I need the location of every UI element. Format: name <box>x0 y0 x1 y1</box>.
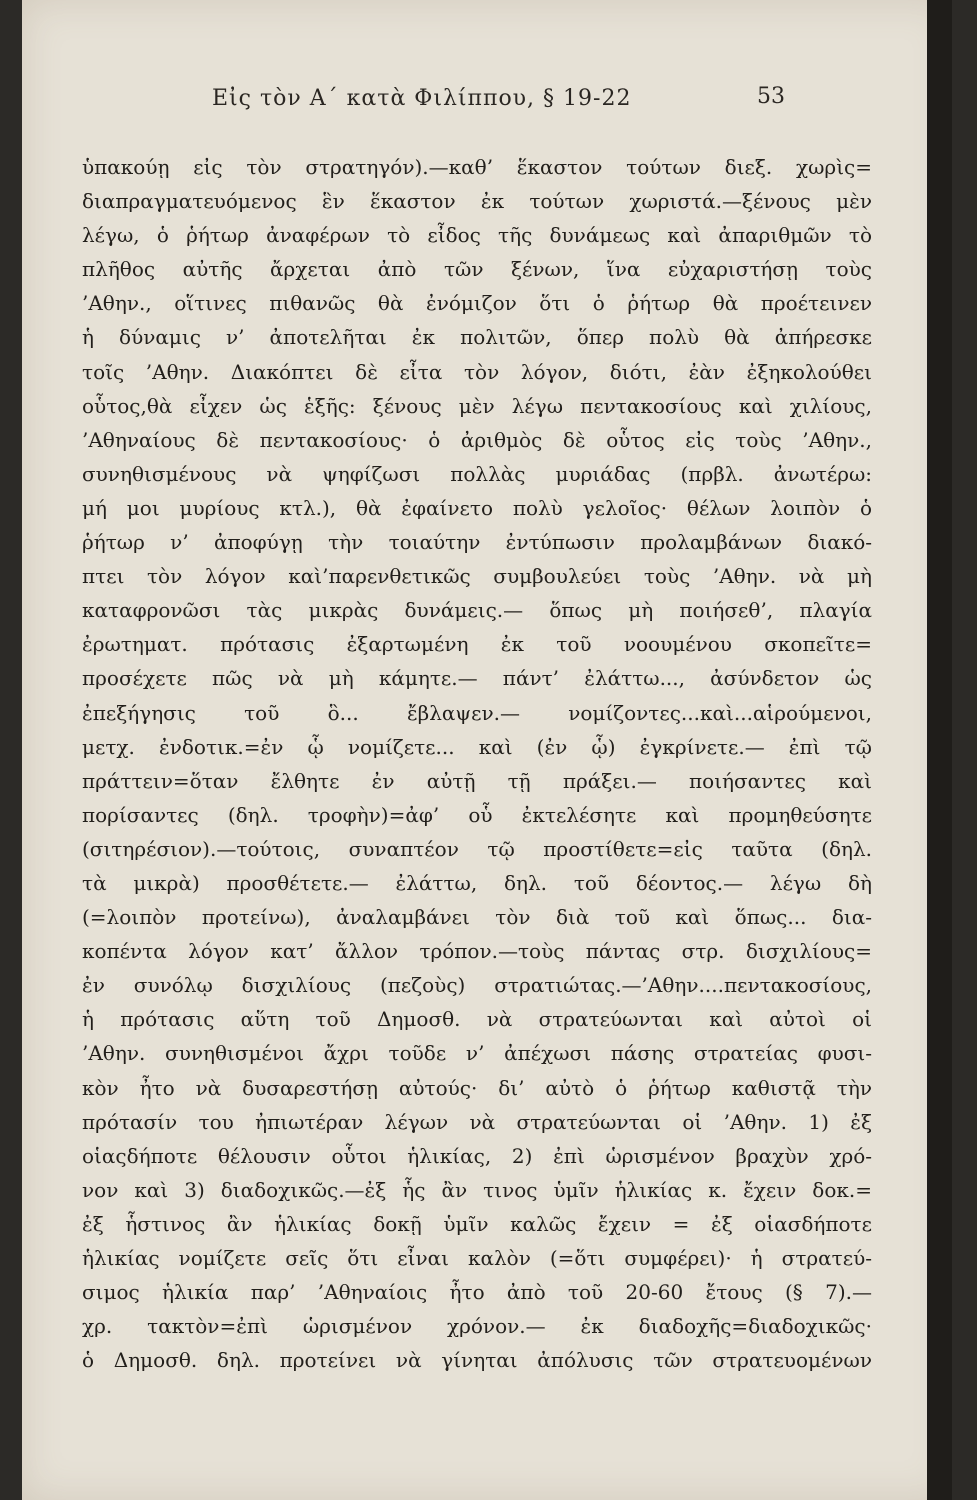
text-line: ἐρωτηματ. πρότασις ἐξαρτωμένη ἐκ τοῦ νοουμένου σκοπεῖτε= <box>82 632 872 657</box>
running-title: Εἰς τὸν Α΄ κατὰ Φιλίππου, § 19-22 <box>212 86 632 111</box>
page-header <box>22 86 952 126</box>
text-line: τὰ μικρὰ) προσθέτετε.— ἐλάττω, δηλ. τοῦ δέοντος.— λέγω δὴ <box>82 870 872 895</box>
text-line: ἡ δύναμις ν’ ἀποτελῆται ἐκ πολιτῶν, ὅπερ πολὺ θὰ ἀπήρεσκε <box>82 325 872 350</box>
text-line: τοῖς ’Αθην. Διακόπτει δὲ εἶτα τὸν λόγον, διότι, ἐὰν ἐξηκολούθει <box>82 359 872 384</box>
text-line: ’Αθην. συνηθισμένοι ἄχρι τοῦδε ν’ ἀπέχωσι πάσης στρατείας φυσι- <box>82 1041 872 1066</box>
text-line: νον καὶ 3) διαδοχικῶς.—ἐξ ἧς ἂν τινος ὑμῖν ἡλικίας κ. ἔχειν δοκ.= <box>82 1177 872 1202</box>
text-line: κὸν ἦτο νὰ δυσαρεστήσῃ αὐτούς· δι’ αὐτὸ ὁ ῥήτωρ καθιστᾷ τὴν <box>82 1075 872 1100</box>
text-line: ἡλικίας νομίζετε σεῖς ὅτι εἶναι καλὸν (=ὅτι συμφέρει)· ἡ στρατεύ- <box>82 1246 872 1270</box>
text-line: διαπραγματευόμενος ἓν ἕκαστον ἐκ τούτων χωριστά.—ξένους μὲν <box>82 189 872 214</box>
text-line: πράττειν=ὅταν ἔλθητε ἐν αὐτῇ τῇ πράξει.— ποιήσαντες καὶ <box>82 768 872 793</box>
text-line: ἐξ ἧστινος ἂν ἡλικίας δοκῇ ὑμῖν καλῶς ἔχειν = ἐξ οἱασδήποτε <box>82 1211 872 1236</box>
book-page <box>22 0 952 1500</box>
commentary-text <box>82 150 872 1377</box>
text-line: καταφρονῶσι τὰς μικρὰς δυνάμεις.— ὅπως μὴ ποιήσεθ’, πλαγία <box>82 598 872 623</box>
text-line: ἐπεξήγησις τοῦ ὃ... ἔβλαψεν.— νομίζοντες...καὶ...αἱρούμενοι, <box>82 700 872 725</box>
text-line: πτει τὸν λόγον καὶ’παρενθετικῶς συμβουλεύει τοὺς ’Αθην. νὰ μὴ <box>82 564 872 589</box>
text-line: (=λοιπὸν προτείνω), ἀναλαμβάνει τὸν διὰ τοῦ καὶ ὅπως... δια- <box>82 905 872 930</box>
text-line: ἐν συνόλῳ δισχιλίους (πεζοὺς) στρατιώτας.—’Αθην....πεντακοσίους, <box>82 973 872 998</box>
page-edge-shadow <box>927 0 952 1500</box>
text-line: χρ. τακτὸν=ἐπὶ ὡρισμένον χρόνον.— ἐκ διαδοχῆς=διαδοχικῶς· <box>82 1314 872 1339</box>
text-line: πλῆθος αὐτῆς ἄρχεται ἀπὸ τῶν ξένων, ἵνα εὐχαριστήσῃ τοὺς <box>82 257 872 282</box>
text-line: ὑπακούῃ εἰς τὸν στρατηγόν).—καθ’ ἕκαστον τούτων διεξ. χωρὶς= <box>82 155 872 179</box>
text-line: (σιτηρέσιον).—τούτοις, συναπτέον τῷ προστίθετε=εἰς ταῦτα (δηλ. <box>82 836 872 861</box>
text-line: ῥήτωρ ν’ ἀποφύγῃ τὴν τοιαύτην ἐντύπωσιν προλαμβάνων διακό- <box>82 530 872 555</box>
text-line: οὗτος,θὰ εἶχεν ὡς ἑξῆς: ξένους μὲν λέγω πεντακοσίους καὶ χιλίους, <box>82 393 872 418</box>
page-number: 53 <box>757 84 785 109</box>
text-line: πορίσαντες (δηλ. τροφὴν)=ἀφ’ οὗ ἐκτελέσητε καὶ προμηθεύσητε <box>82 802 872 827</box>
text-line: προσέχετε πῶς νὰ μὴ κάμητε.— πάντ’ ἐλάττω..., ἀσύνδετον ὡς <box>82 666 872 691</box>
text-line: ὁ Δημοσθ. δηλ. προτείνει νὰ γίνηται ἀπόλυσις τῶν στρατευομένων <box>82 1348 872 1373</box>
text-line: ’Αθηναίους δὲ πεντακοσίους· ὁ ἀριθμὸς δὲ οὗτος εἰς τοὺς ’Αθην., <box>82 427 872 452</box>
text-line: μετχ. ἐνδοτικ.=ἐν ᾧ νομίζετε... καὶ (ἐν ᾧ) ἐγκρίνετε.— ἐπὶ τῷ <box>82 734 872 759</box>
text-line: ’Αθην., οἵτινες πιθανῶς θὰ ἐνόμιζον ὅτι ὁ ῥήτωρ θὰ προέτεινεν <box>82 291 872 316</box>
text-line: κοπέντα λόγον κατ’ ἄλλον τρόπον.—τοὺς πάντας στρ. δισχιλίους= <box>82 939 872 964</box>
text-line: σιμος ἡλικία παρ’ ’Αθηναίοις ἦτο ἀπὸ τοῦ 20-60 ἔτους (§ 7).— <box>82 1280 872 1305</box>
text-line: μή μοι μυρίους κτλ.), θὰ ἐφαίνετο πολὺ γελοῖος· θέλων λοιπὸν ὁ <box>82 495 872 520</box>
text-line: πρότασίν του ἠπιωτέραν λέγων νὰ στρατεύωνται οἱ ’Αθην. 1) ἐξ <box>82 1109 872 1134</box>
text-line: λέγω, ὁ ῥήτωρ ἀναφέρων τὸ εἶδος τῆς δυνάμεως καὶ ἀπαριθμῶν τὸ <box>82 223 872 248</box>
text-line: οἱαςδήποτε θέλουσιν οὗτοι ἡλικίας, 2) ἐπὶ ὡρισμένον βραχὺν χρό- <box>82 1143 872 1168</box>
text-line: ἡ πρότασις αὕτη τοῦ Δημοσθ. νὰ στρατεύωνται καὶ αὐτοὶ οἱ <box>82 1007 872 1032</box>
text-line: συνηθισμένους νὰ ψηφίζωσι πολλὰς μυριάδας (πρβλ. ἀνωτέρω: <box>82 461 872 486</box>
